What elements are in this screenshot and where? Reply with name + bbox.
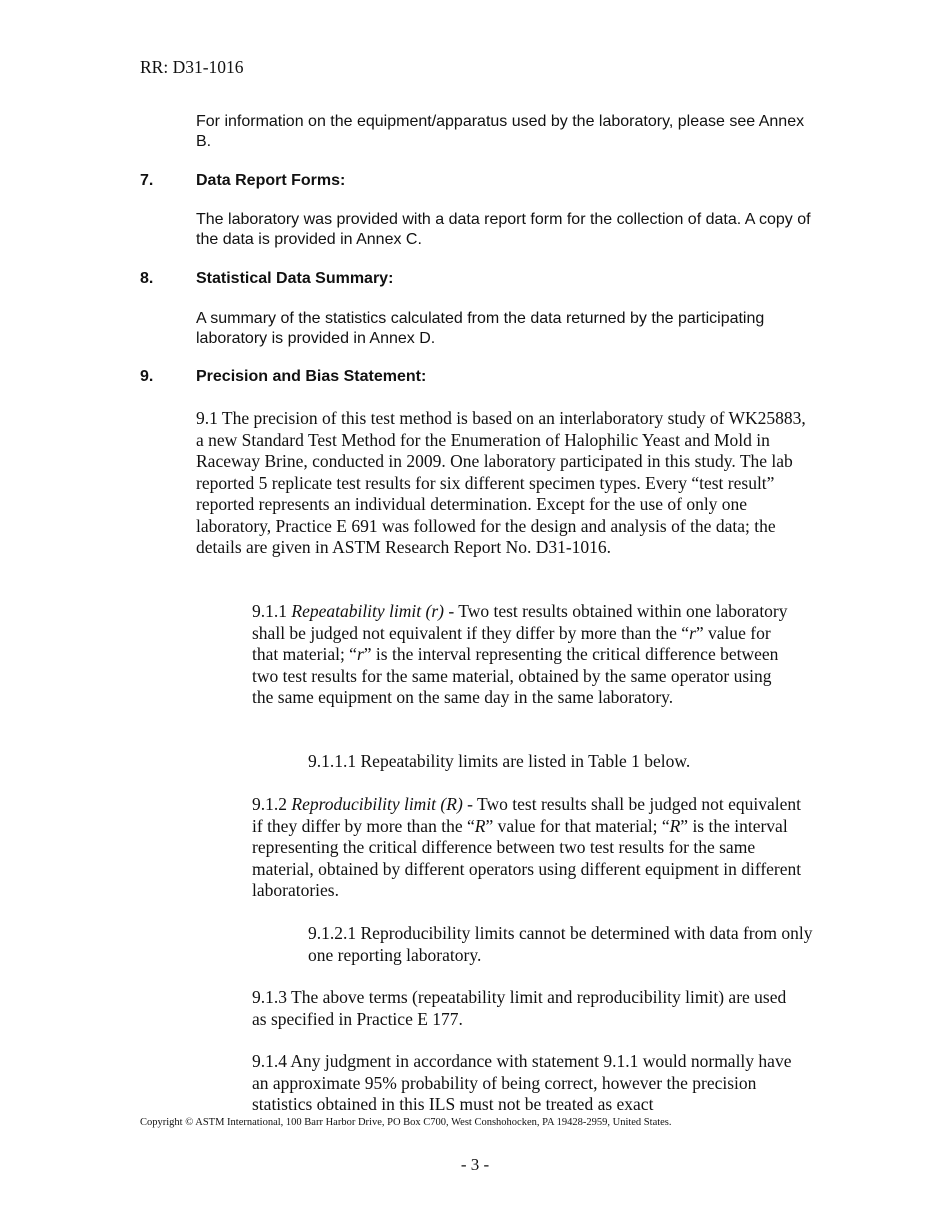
section-8-heading [140, 269, 393, 289]
section-9-heading [140, 367, 426, 387]
equipment-note-paragraph: For information on the equipment/apparatus used by the laboratory, please see Annex B. [196, 113, 805, 150]
page-number: - 3 - [460, 1155, 490, 1174]
section-number: 8. [140, 270, 154, 287]
paragraph-9-1-2 [252, 794, 804, 902]
symbol-capital-r: R [669, 815, 681, 836]
section-number: 7. [140, 172, 154, 189]
paragraph-9-1-4: 9.1.4 Any judgment in accordance with statement 9.1.1 would normally have an approximate 95% probability of being correct, however the precision statistics obtained in this ILS must not be treated as exact [252, 1051, 792, 1114]
clause-text: ” is the interval representing the critical difference between two test results for the same material, obtained by different operators using different equipment in different laboratories. [252, 815, 802, 900]
clause-text: ” value for that material; “ [485, 815, 670, 836]
section-8-body: A summary of the statistics calculated from the data returned by the participating laboratory is provided in Annex D. [196, 310, 765, 347]
symbol-r: r [356, 644, 364, 664]
clause-number: 9.1.1 [252, 601, 287, 621]
paragraph-9-1: 9.1 The precision of this test method is based on an interlaboratory study of WK25883, a new Standard Test Method for the Enumeration of Halophilic Yeast and Mold in Raceway Brine, conducted in 2009. One laboratory participated in this study. The lab reported 5 replicate test results for six different specimen types. Every “test result” reported represents an individual determination. Except for the use of only one laboratory, Practice E 691 was followed for the design and analysis of the data; the details are given in ASTM Research Report No. D31-1016. [196, 408, 806, 557]
copyright-footer: Copyright © ASTM International, 100 Barr Harbor Drive, PO Box C700, West Conshohocken, PA 19428-2959, United States. [140, 1117, 672, 1128]
symbol-r: r [689, 622, 696, 643]
section-title: Statistical Data Summary: [196, 270, 394, 287]
clause-text: - Two test results shall be judged not equivalent if they differ by more than the “ [252, 794, 801, 836]
symbol-capital-r: R [474, 815, 486, 836]
running-header: RR: D31-1016 [140, 57, 244, 77]
paragraph-9-1-2-1: 9.1.2.1 Reproducibility limits cannot be determined with data from only one reporting laboratory. [308, 923, 813, 965]
section-title: Precision and Bias Statement: [196, 368, 427, 385]
paragraph-9-1-1 [252, 601, 797, 709]
section-number: 9. [140, 368, 154, 385]
paragraph-9-1-3: 9.1.3 The above terms (repeatability limit and reproducibility limit) are used as specified in Practice E 177. [252, 987, 787, 1029]
clause-number: 9.1.2 [252, 794, 287, 814]
paragraph-9-1-1-1: 9.1.1.1 Repeatability limits are listed in Table 1 below. [308, 751, 691, 771]
clause-text: ” is the interval representing the critical difference between two test results for the same material, obtained by the same operator using the same equipment on the same day in the same laboratory. [252, 644, 779, 707]
term-reproducibility-limit: Reproducibility limit (R) [291, 794, 463, 814]
term-repeatability-limit: Repeatability limit (r) [291, 601, 444, 621]
clause-text: ” value for that material; “ [252, 622, 771, 664]
clause-text: - Two test results obtained within one laboratory shall be judged not equivalent if they differ by more than the “ [252, 601, 788, 643]
section-7-heading [140, 171, 345, 191]
section-7-body: The laboratory was provided with a data report form for the collection of data. A copy of the data is provided in Annex C. [196, 211, 811, 248]
section-title: Data Report Forms: [196, 172, 346, 189]
